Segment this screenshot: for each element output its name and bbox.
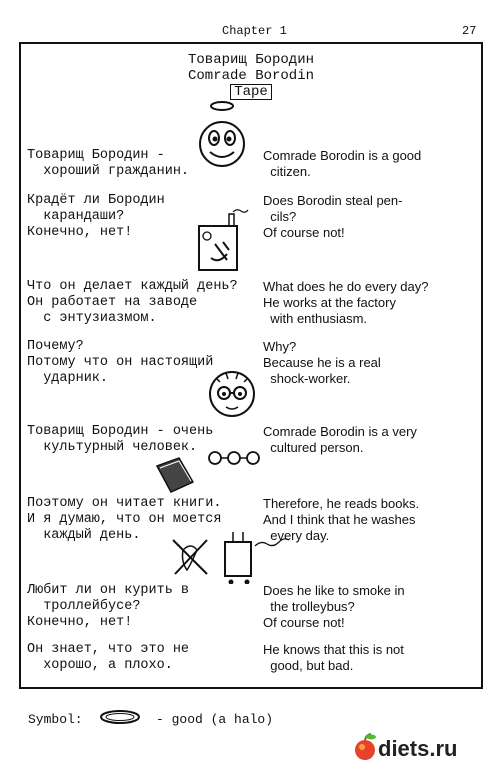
ru-line-2: Крадёт ли Бородин карандаши? Конечно, нет! bbox=[27, 193, 165, 240]
title-ru: Товарищ Бородин bbox=[187, 52, 315, 68]
no-smoking-icon bbox=[169, 534, 213, 578]
watermark-text: diets.ru bbox=[378, 736, 458, 761]
en-line-1: Comrade Borodin is a good citizen. bbox=[263, 148, 422, 179]
page-frame bbox=[19, 42, 483, 689]
en-line-5: Comrade Borodin is a very cultured person. bbox=[263, 424, 417, 455]
en-line-6: Therefore, he reads books. And I think that he washes every day. bbox=[263, 496, 420, 543]
en-line-3: What does he do every day? He works at the factory with enthusiasm. bbox=[263, 279, 429, 326]
ru-line-3: Что он делает каждый день? Он работает на заводе с энтузиазмом. bbox=[27, 279, 238, 326]
title-en: Comrade Borodin bbox=[187, 68, 315, 84]
page-number: 27 bbox=[462, 24, 477, 38]
en-line-2: Does Borodin steal pen- cils? Of course not! bbox=[263, 193, 403, 240]
symbol-label: Symbol: bbox=[28, 712, 83, 727]
en-line-7: Does he like to smoke in the trolleybus? Of course not! bbox=[263, 583, 405, 630]
face-with-glasses-icon bbox=[206, 366, 258, 420]
factory-icon bbox=[193, 206, 249, 276]
eyeglasses-icon bbox=[205, 448, 263, 468]
ru-line-6: Поэтому он читает книги. И я думаю, что он моется каждый день. bbox=[27, 496, 222, 543]
ru-line-4: Почему? Потому что он настоящий ударник. bbox=[27, 339, 214, 386]
halo-icon bbox=[98, 708, 142, 726]
apple-logo-icon bbox=[352, 732, 378, 762]
ru-line-5: Товарищ Бородин - очень культурный человек. bbox=[27, 424, 214, 455]
trolleybus-icon bbox=[219, 528, 293, 584]
en-line-4: Why? Because he is a real shock-worker. bbox=[263, 339, 381, 386]
tape-label: Tape bbox=[230, 84, 272, 100]
book-icon bbox=[153, 454, 201, 498]
symbol-meaning: - good (a halo) bbox=[156, 712, 274, 727]
en-line-8: He knows that this is not good, but bad. bbox=[263, 642, 404, 673]
ru-line-8: Он знает, что это не хорошо, а плохо. bbox=[27, 642, 190, 673]
ru-line-1: Товарищ Бородин - хороший гражданин. bbox=[27, 148, 190, 179]
chapter-label: Chapter 1 bbox=[222, 24, 287, 38]
halo-face-icon bbox=[194, 98, 250, 174]
ru-line-7: Любит ли он курить в троллейбусе? Конечно, нет! bbox=[27, 583, 190, 630]
